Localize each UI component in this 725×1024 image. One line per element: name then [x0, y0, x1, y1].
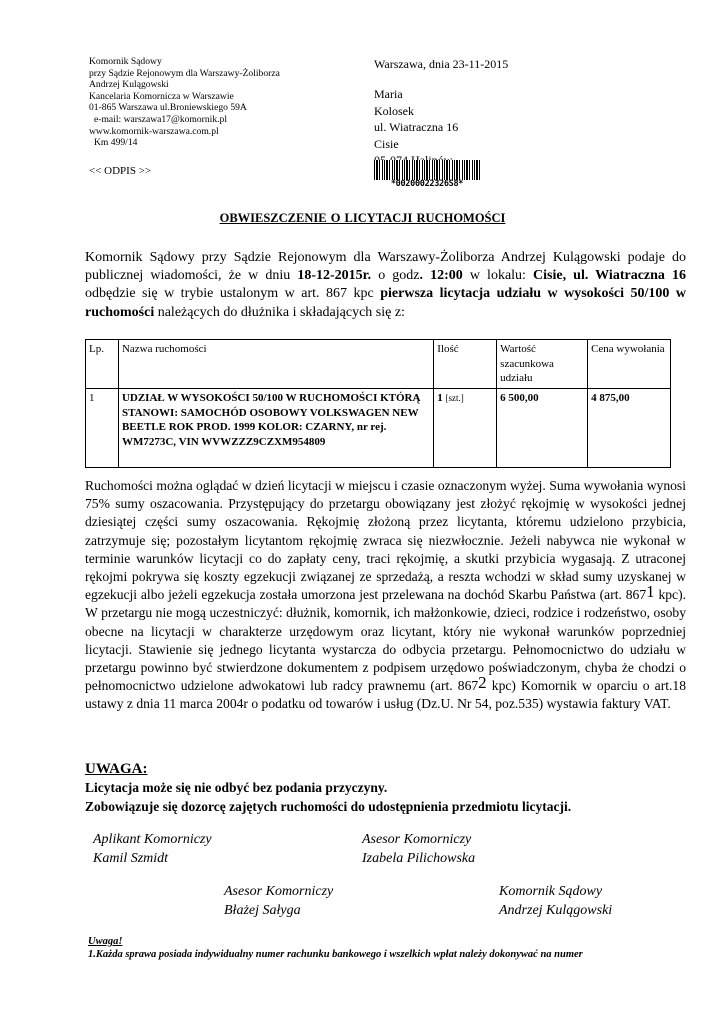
cell-price: 4 875,00: [588, 389, 671, 468]
intro-text-3: w lokalu:: [462, 268, 534, 284]
document-title: OBWIESZCZENIE O LICYTACJI RUCHOMOŚCI: [219, 211, 506, 225]
auction-place: Cisie, ul. Wiatraczna 16: [533, 268, 686, 284]
table-header-row: [86, 340, 671, 389]
header-value: Wartość szacunkowa udziału: [497, 340, 588, 389]
footnote-heading: Uwaga!: [88, 936, 123, 947]
barcode-number: *00200022326S8*: [390, 179, 464, 189]
conditions-text-1: Ruchomości można oglądać w dzień licytacji w miejscu i czasie oznaczonym wyżej. Suma wywołania wynosi 75% sumy oszacowania. Przystępujący do przetargu obowiązany jest złożyć rękojmię w wysokości jednej dziesiątej części sumy oszacowania. Rękojmię złożoną przez licytanta, któremu udzielono przybicia, zatrzymuje się; pozostałym licytantom rękojmię zwraca się niezwłocznie. Jeżeli nabywca nie wykonał w terminie warunków licytacji co do zapłaty ceny, traci rękojmię, a skutki przybicia wygasają. Z utraconej rękojmi pokrywa się koszty egzekucji związanej ze sprzedażą, a reszta wchodzi w skład sumy uzyskanej w egzekucji albo jeżeli egzekucja została umorzona jest przelewana na dochód Skarbu Państwa (art. 867: [85, 478, 686, 603]
auction-subject: pierwsza licytacja udziału w wysokości 50/100 w ruchomości: [85, 286, 686, 320]
table-row: [86, 389, 671, 468]
recipient-first-name: Maria: [374, 87, 403, 101]
sender-address-block: [89, 56, 280, 149]
signature-role: Asesor Komorniczy: [362, 832, 472, 847]
notice-lines: [85, 779, 571, 816]
header-name: Nazwa ruchomości: [118, 340, 433, 389]
cell-qty-unit: [szt.]: [445, 393, 464, 403]
signature-assessor-1: [362, 830, 475, 868]
header-price: Cena wywołania: [588, 340, 671, 389]
notice-line-1: Licytacja może się nie odbyć bez podania przyczyny.: [85, 780, 388, 795]
sender-office: Kancelaria Komornicza w Warszawie: [89, 90, 234, 102]
sender-address: 01-865 Warszawa ul.Broniewskiego 59A: [89, 102, 247, 114]
footnote-ref-1: 1: [646, 582, 655, 602]
footnote-ref-2: 2: [478, 673, 487, 693]
conditions-text-3: kpc) Komornik w oparciu o art.18 ustawy z dnia 11 marca 2004r o podatku od towarów i usług (Dz.U. Nr 54, poz.535) wystawia faktury VAT.: [85, 678, 687, 712]
signature-role: Komornik Sądowy: [499, 884, 603, 899]
intro-text-5: należących do dłużnika i składających się z:: [154, 304, 405, 320]
signature-bailiff: [499, 882, 612, 920]
recipient-address-block: [374, 86, 458, 169]
recipient-town: Cisie: [374, 136, 399, 151]
auction-date: 18-12-2015r.: [297, 268, 372, 284]
cell-lp: 1: [86, 389, 119, 468]
footnote-text: 1.Każda sprawa posiada indywidualny numer rachunku bankowego i wszelkich wpłat należy dokonywać na numer: [88, 949, 583, 960]
notice-line-2: Zobowiązuje się dozorcę zajętych ruchomości do udostępnienia przedmiotu licytacji.: [85, 798, 572, 814]
city-date: Warszawa, dnia 23-11-2015: [374, 57, 509, 71]
intro-text-1: Komornik Sądowy przy Sądzie Rejonowym dla Warszawy-Żoliborza Andrzej Kulągowski podaje do publicznej wiadomości, że w dniu: [85, 250, 686, 284]
recipient-street: ul. Wiatraczna 16: [374, 120, 459, 134]
cell-qty-value: 1: [437, 392, 443, 404]
signature-name: Izabela Pilichowska: [362, 851, 476, 866]
items-table: [85, 339, 671, 468]
recipient-last-name: Kolosek: [374, 103, 414, 118]
conditions-text-2: kpc). W przetargu nie mogą uczestniczyć: dłużnik, komornik, ich małżonkowie, dzieci, rodzice i rodzeństwo, osoby obecne na licytacji w charakterze urzędowym oraz licytant, który nie wykonał warunków poprzedniej licytacji. Stawienie się jednego licytanta wystarcza do odbycia przetargu. Pełnomocnictwo do udziału w przetargu powinno być stwierdzone dokumentem z podpisem urzędowo poświadczonym, chyba że chodzi o pełnomocnictwo udzielone adwokatowi lub radcy prawnemu (art. 867: [85, 587, 687, 694]
case-number: Km 499/14: [94, 137, 138, 149]
intro-text-4: odbędzie się w trybie ustalonym w art. 867 kpc: [85, 286, 381, 302]
sender-name: Andrzej Kulągowski: [89, 79, 169, 91]
intro-text-2: o godz: [371, 268, 420, 284]
barcode: [374, 160, 480, 189]
conditions-paragraph: [85, 477, 686, 714]
sender-court: przy Sądzie Rejonowym dla Warszawy-Żoliborza: [89, 67, 280, 79]
auction-time: . 12:00: [419, 268, 463, 284]
notice-heading: UWAGA:: [85, 761, 148, 777]
cell-value: 6 500,00: [497, 389, 588, 468]
cell-name: UDZIAŁ W WYSOKOŚCI 50/100 W RUCHOMOŚCI KTÓRĄ STANOWI: SAMOCHÓD OSOBOWY VOLKSWAGEN NEW BEETLE ROK PROD. 1999 KOLOR: CZARNY, nr rej. WM7273C, VIN WVWZZZ9CZXM954809: [118, 389, 433, 468]
sender-title: Komornik Sądowy: [89, 56, 162, 67]
cell-qty: [434, 389, 497, 468]
header-qty: Ilość: [434, 340, 497, 389]
intro-paragraph: [85, 249, 686, 322]
signature-assessor-2: [224, 882, 333, 920]
copy-marker: << ODPIS >>: [89, 165, 152, 177]
header-lp: Lp.: [86, 340, 119, 389]
sender-email: e-mail: warszawa17@komornik.pl: [94, 113, 227, 125]
signature-name: Andrzej Kulągowski: [499, 903, 613, 918]
signature-name: Błażej Sałyga: [224, 903, 301, 918]
sender-website: www.komornik-warszawa.com.pl: [89, 125, 219, 137]
signature-role: Asesor Komorniczy: [224, 884, 334, 899]
signature-role: Aplikant Komorniczy: [93, 832, 212, 847]
barcode-bars: [374, 160, 480, 180]
signature-name: Kamil Szmidt: [93, 851, 169, 866]
signature-apprentice: [93, 830, 212, 868]
